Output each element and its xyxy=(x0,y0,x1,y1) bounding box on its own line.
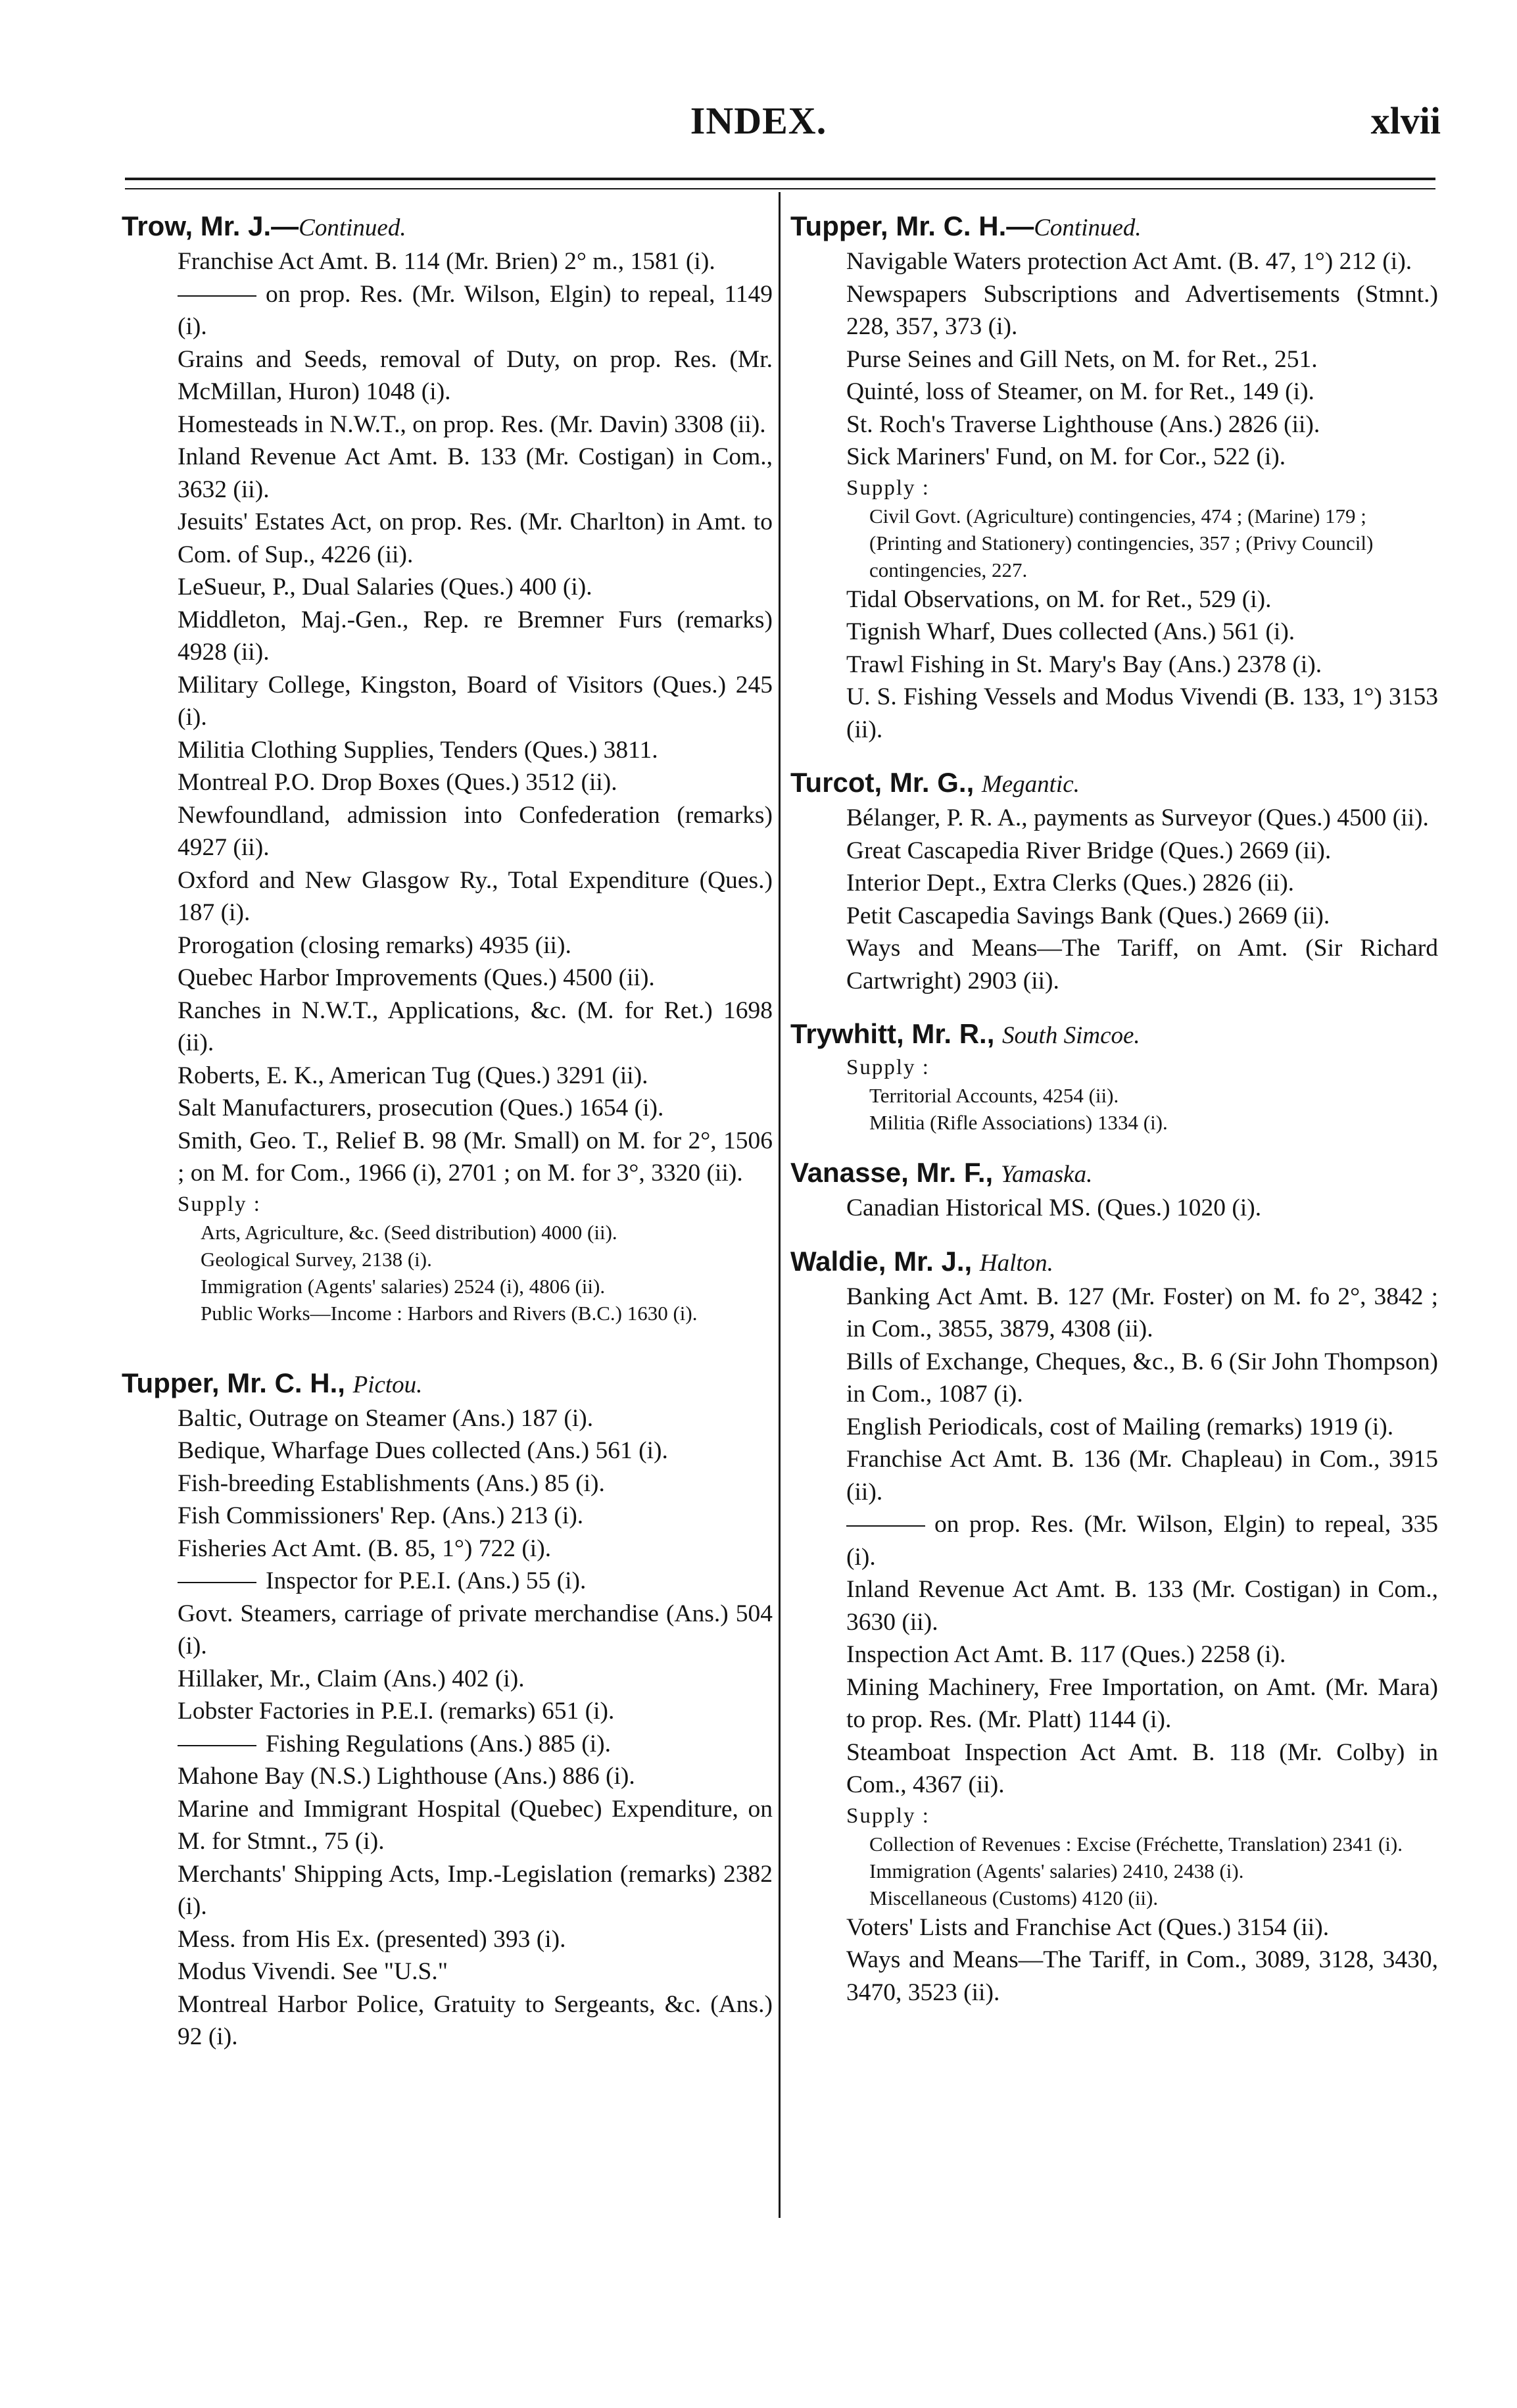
supply-entry: Civil Govt. (Agriculture) contingencies, 474 ; (Marine) 179 ; (Printing and Stationery) contingencies, 357 ; (Privy Council) contingencies, 227. xyxy=(869,504,1374,581)
entry-text: Fishing Regulations (Ans.) 885 (i). xyxy=(266,1730,611,1757)
member-heading xyxy=(790,209,1438,245)
index-entry: Baltic, Outrage on Steamer (Ans.) 187 (i). xyxy=(178,1404,594,1432)
index-entry: Ranches in N.W.T., Applications, &c. (M. for Ret.) 1698 (ii). xyxy=(178,996,773,1056)
member-name: Tupper, Mr. C. H., xyxy=(122,1367,345,1398)
index-entry: Grains and Seeds, removal of Duty, on prop. Res. (Mr. McMillan, Huron) 1048 (i). xyxy=(178,345,773,405)
index-entry: Mining Machinery, Free Importation, on Amt. (Mr. Mara) to prop. Res. (Mr. Platt) 1144 (i). xyxy=(846,1673,1438,1733)
constituency: Halton. xyxy=(979,1249,1053,1277)
supply-entry: Immigration (Agents' salaries) 2410, 2438 (i). xyxy=(869,1859,1244,1882)
ditto-dash xyxy=(178,1745,256,1746)
constituency: Pictou. xyxy=(352,1371,423,1398)
index-entry: Quinté, loss of Steamer, on M. for Ret., 149 (i). xyxy=(846,378,1314,405)
index-entry: Inspection Act Amt. B. 117 (Ques.) 2258 (i). xyxy=(846,1641,1286,1668)
index-entry: Fish-breeding Establishments (Ans.) 85 (i). xyxy=(178,1469,605,1497)
index-entry-ditto xyxy=(846,1508,1438,1573)
index-entry: Inland Revenue Act Amt. B. 133 (Mr. Costigan) in Com., 3630 (ii). xyxy=(846,1576,1438,1636)
index-entry: Salt Manufacturers, prosecution (Ques.) 1654 (i). xyxy=(178,1094,664,1121)
index-entry: Montreal Harbor Police, Gratuity to Sergeants, &c. (Ans.) 92 (i). xyxy=(178,1990,773,2050)
member-name: Turcot, Mr. G., xyxy=(790,767,975,798)
index-entry: Navigable Waters protection Act Amt. (B. 47, 1°) 212 (i). xyxy=(846,248,1412,275)
continued-label: Continued. xyxy=(299,214,406,241)
index-entry: Bills of Exchange, Cheques, &c., B. 6 (Sir John Thompson) in Com., 1087 (i). xyxy=(846,1348,1438,1408)
index-entry: Merchants' Shipping Acts, Imp.-Legislation (remarks) 2382 (i). xyxy=(178,1860,773,1920)
index-entry: Purse Seines and Gill Nets, on M. for Ret., 251. xyxy=(846,345,1318,373)
index-column-left xyxy=(122,209,773,2053)
spacer xyxy=(790,1225,1438,1244)
index-entry-ditto xyxy=(178,1728,773,1761)
index-entry: Canadian Historical MS. (Ques.) 1020 (i). xyxy=(846,1194,1262,1221)
spacer xyxy=(790,1136,1438,1156)
index-entry: Jesuits' Estates Act, on prop. Res. (Mr. Charlton) in Amt. to Com. of Sup., 4226 (ii). xyxy=(178,508,773,568)
index-entry: Homesteads in N.W.T., on prop. Res. (Mr. Davin) 3308 (ii). xyxy=(178,410,766,438)
spacer xyxy=(790,746,1438,766)
entry-text: on prop. Res. (Mr. Wilson, Elgin) to repeal, 1149 (i). xyxy=(178,280,773,340)
supply-entry: Public Works—Income : Harbors and Rivers (B.C.) 1630 (i). xyxy=(201,1301,698,1325)
index-entry: Lobster Factories in P.E.I. (remarks) 651 (i). xyxy=(178,1698,615,1725)
index-entry: Quebec Harbor Improvements (Ques.) 4500 (ii). xyxy=(178,964,655,991)
member-heading xyxy=(122,1366,773,1402)
index-entry: Militia Clothing Supplies, Tenders (Ques.) 3811. xyxy=(178,736,658,764)
index-entry: Marine and Immigrant Hospital (Quebec) Expenditure, on M. for Stmnt., 75 (i). xyxy=(178,1795,773,1855)
ditto-dash xyxy=(178,1582,256,1583)
index-entry: Interior Dept., Extra Clerks (Ques.) 2826 (ii). xyxy=(846,870,1295,897)
member-heading xyxy=(790,1017,1438,1053)
index-entry: Bélanger, P. R. A., payments as Surveyor (Ques.) 4500 (ii). xyxy=(846,804,1429,831)
member-heading xyxy=(790,1156,1438,1192)
index-entry: Hillaker, Mr., Claim (Ans.) 402 (i). xyxy=(178,1665,525,1692)
index-entry: Tidal Observations, on M. for Ret., 529 (i). xyxy=(846,585,1272,613)
index-entry: Franchise Act Amt. B. 114 (Mr. Brien) 2° m., 1581 (i). xyxy=(178,248,715,275)
index-entry: Ways and Means—The Tariff, in Com., 3089, 3128, 3430, 3470, 3523 (ii). xyxy=(846,1946,1438,2006)
index-entry: Ways and Means—The Tariff, on Amt. (Sir Richard Cartwright) 2903 (ii). xyxy=(846,935,1438,995)
index-entry: Roberts, E. K., American Tug (Ques.) 3291 (ii). xyxy=(178,1062,648,1089)
member-name: Vanasse, Mr. F., xyxy=(790,1157,994,1188)
index-entry: Voters' Lists and Franchise Act (Ques.) 3154 (ii). xyxy=(846,1913,1330,1941)
page-title: INDEX. xyxy=(690,99,827,142)
index-entry: Middleton, Maj.-Gen., Rep. re Bremner Furs (remarks) 4928 (ii). xyxy=(178,606,773,666)
member-name: Trow, Mr. J.— xyxy=(122,210,299,241)
index-entry: Newfoundland, admission into Confederation (remarks) 4927 (ii). xyxy=(178,801,773,861)
member-name: Trywhitt, Mr. R., xyxy=(790,1018,995,1049)
index-entry: Trawl Fishing in St. Mary's Bay (Ans.) 2378 (i). xyxy=(846,651,1322,678)
index-entry: Oxford and New Glasgow Ry., Total Expenditure (Ques.) 187 (i). xyxy=(178,866,773,926)
index-entry: Mahone Bay (N.S.) Lighthouse (Ans.) 886 (i). xyxy=(178,1763,635,1790)
supply-entry: Territorial Accounts, 4254 (ii). xyxy=(869,1084,1119,1107)
entry-text: on prop. Res. (Mr. Wilson, Elgin) to repeal, 335 (i). xyxy=(846,1511,1438,1571)
index-entry: Great Cascapedia River Bridge (Ques.) 2669 (ii). xyxy=(846,837,1332,864)
header-rule xyxy=(125,178,1435,189)
index-entry-ditto xyxy=(178,1565,773,1598)
member-heading xyxy=(122,209,773,245)
entry-text: Inspector for P.E.I. (Ans.) 55 (i). xyxy=(266,1567,587,1594)
index-entry: Petit Cascapedia Savings Bank (Ques.) 2669 (ii). xyxy=(846,902,1330,929)
index-entry: Fisheries Act Amt. (B. 85, 1°) 722 (i). xyxy=(178,1535,552,1562)
supply-entry: Immigration (Agents' salaries) 2524 (i), 4806 (ii). xyxy=(201,1274,606,1298)
index-entry: Banking Act Amt. B. 127 (Mr. Foster) on M. fo 2°, 3842 ; in Com., 3855, 3879, 4308 (ii). xyxy=(846,1283,1438,1342)
index-entry-ditto xyxy=(178,278,773,343)
ditto-dash xyxy=(178,295,256,297)
index-entry: Tignish Wharf, Dues collected (Ans.) 561 (i). xyxy=(846,618,1295,645)
supply-label: Supply : xyxy=(846,1056,930,1079)
index-entry: Bedique, Wharfage Dues collected (Ans.) 561 (i). xyxy=(178,1437,668,1464)
constituency: Yamaska. xyxy=(1000,1161,1093,1188)
index-entry: Fish Commissioners' Rep. (Ans.) 213 (i). xyxy=(178,1502,584,1529)
supply-entry: Arts, Agriculture, &c. (Seed distribution) 4000 (ii). xyxy=(201,1220,617,1244)
index-column-right xyxy=(790,209,1438,2009)
column-divider xyxy=(779,192,781,2218)
index-entry: U. S. Fishing Vessels and Modus Vivendi (B. 133, 1°) 3153 (ii). xyxy=(846,683,1438,743)
index-entry: Inland Revenue Act Amt. B. 133 (Mr. Costigan) in Com., 3632 (ii). xyxy=(178,443,773,503)
spacer xyxy=(122,1327,773,1366)
supply-entry: Collection of Revenues : Excise (Fréchette, Translation) 2341 (i). xyxy=(869,1832,1403,1855)
supply-entry: Geological Survey, 2138 (i). xyxy=(201,1247,432,1271)
member-heading xyxy=(790,766,1438,802)
constituency: Megantic. xyxy=(981,771,1080,798)
index-entry: Govt. Steamers, carriage of private merchandise (Ans.) 504 (i). xyxy=(178,1600,773,1659)
index-entry: LeSueur, P., Dual Salaries (Ques.) 400 (i). xyxy=(178,574,592,601)
supply-entry: Militia (Rifle Associations) 1334 (i). xyxy=(869,1111,1168,1134)
index-entry: Franchise Act Amt. B. 136 (Mr. Chapleau) in Com., 3915 (ii). xyxy=(846,1446,1438,1506)
index-entry: Smith, Geo. T., Relief B. 98 (Mr. Small) on M. for 2°, 1506 ; on M. for Com., 1966 (i), 2701 ; on M. for 3°, 3320 (ii). xyxy=(178,1127,773,1187)
index-entry: Modus Vivendi. See "U.S." xyxy=(178,1958,448,1985)
index-entry: St. Roch's Traverse Lighthouse (Ans.) 2826 (ii). xyxy=(846,410,1320,438)
index-entry: Prorogation (closing remarks) 4935 (ii). xyxy=(178,931,571,959)
member-name: Tupper, Mr. C. H.— xyxy=(790,210,1034,241)
supply-entry: Miscellaneous (Customs) 4120 (ii). xyxy=(869,1886,1159,1909)
member-name: Waldie, Mr. J., xyxy=(790,1245,973,1277)
index-entry: Military College, Kingston, Board of Visitors (Ques.) 245 (i). xyxy=(178,671,773,731)
index-entry: Mess. from His Ex. (presented) 393 (i). xyxy=(178,1925,566,1953)
supply-label: Supply : xyxy=(846,1804,930,1828)
index-entry: Newspapers Subscriptions and Advertisements (Stmnt.) 228, 357, 373 (i). xyxy=(846,280,1438,340)
constituency: South Simcoe. xyxy=(1002,1022,1140,1049)
index-entry: English Periodicals, cost of Mailing (remarks) 1919 (i). xyxy=(846,1413,1394,1440)
supply-label: Supply : xyxy=(178,1192,261,1216)
spacer xyxy=(790,997,1438,1017)
index-entry: Steamboat Inspection Act Amt. B. 118 (Mr. Colby) in Com., 4367 (ii). xyxy=(846,1738,1438,1798)
page-number: xlvii xyxy=(1370,99,1441,142)
continued-label: Continued. xyxy=(1034,214,1142,241)
index-entry: Montreal P.O. Drop Boxes (Ques.) 3512 (ii). xyxy=(178,769,617,796)
member-heading xyxy=(790,1244,1438,1281)
ditto-dash xyxy=(846,1525,925,1527)
supply-label: Supply : xyxy=(846,476,930,500)
index-entry: Sick Mariners' Fund, on M. for Cor., 522 (i). xyxy=(846,443,1286,470)
